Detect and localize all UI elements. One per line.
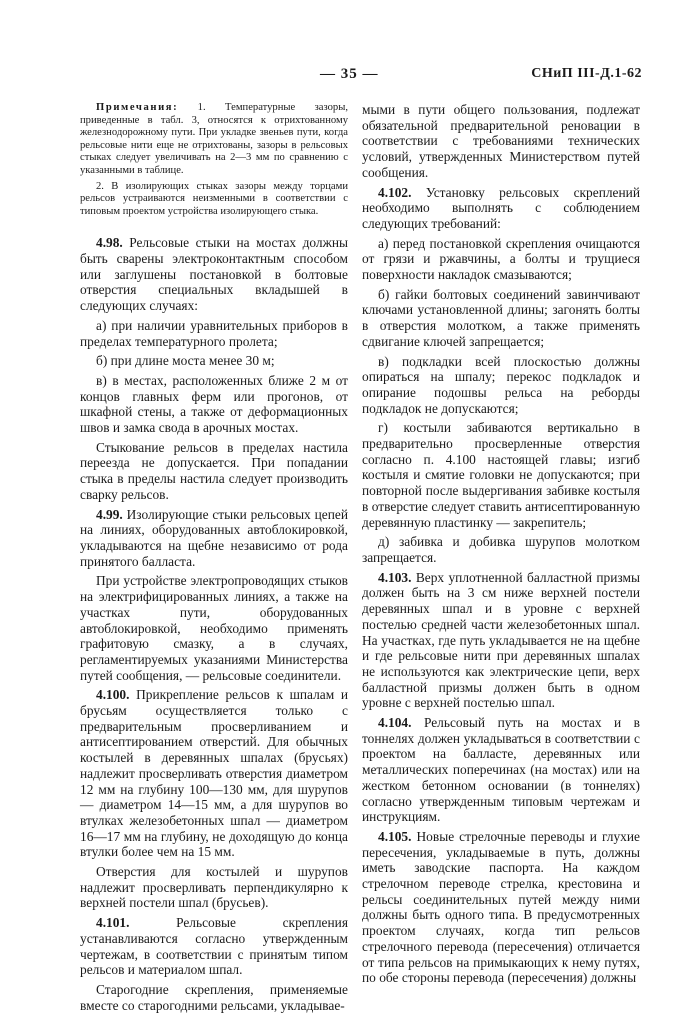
paragraph-text: мыми в пути общего пользования, подлежат обязательной предварительной реновации в соответствии с требованиями технических условий, утвержденных Министерством путей сообщения. — [362, 102, 640, 180]
section-paragraph — [80, 235, 348, 314]
list-item — [362, 354, 640, 417]
paragraph-text: б) при длине моста менее 30 м; — [96, 353, 275, 369]
table-note — [80, 102, 348, 178]
paragraph-text: Изолирующие стыки рельсовых цепей на линиях, оборудованных автоблокировкой, укладываются на щебне независимо от рода принятого балласта. — [80, 506, 348, 569]
section-paragraph — [362, 829, 640, 986]
section-number: 4.100. — [96, 687, 130, 703]
note-label: Примечания: — [96, 102, 179, 113]
paragraph-text: Рельсовые стыки на мостах должны быть сварены электроконтактным способом или заглушены постановкой в болтовые отверстия специальных вкладышей в следующих случаях: — [80, 235, 348, 314]
paragraph-text: б) гайки болтовых соединений завинчивают ключами установленной длины; загонять болты в отверстия молотком, а также применять сдвигание ключей запрещается; — [362, 286, 640, 349]
page-header — [0, 66, 700, 88]
paragraph-text: Верх уплотненной балластной призмы должен быть на 3 см ниже верхней постели деревянных шпал и в уровне с верхней постелью средней части железобетонных шпал. На участках, где путь укладывается не на щебне и где рельсовые нити при деревянных шпалах не используются как электрические цепи, верх балластной призмы должен быть в одном уровне с верхней постелью шпал. — [362, 569, 640, 711]
list-item — [362, 287, 640, 350]
paragraph-text: а) перед постановкой скрепления очищаются от грязи и ржавчины, а болты и трущиеся поверхности накладок смазываются; — [362, 235, 640, 283]
section-paragraph — [80, 687, 348, 860]
paragraph-text: Старогодние скрепления, применяемые вместе со старогодними рельсами, укладывае- — [80, 981, 348, 1013]
list-item — [362, 420, 640, 530]
section-number: 4.105. — [378, 828, 412, 844]
section-paragraph — [80, 507, 348, 570]
section-number: 4.103. — [378, 569, 412, 585]
section-paragraph — [362, 570, 640, 711]
right-column — [362, 102, 640, 990]
paragraph-text: Новые стрелочные переводы и глухие пересечения, укладываемые в путь, должны иметь заводские паспорта. На каждом стрелочном переводе стрелка, крестовина и рельсы соединительных путей между ними должны быть одного типа. В предусмотренных проектом случаях, когда тип рельсов стрелочного перевода (пересечения) отличается от типа рельсов на примыкающих к нему путях, по обе стороны перевода (пересечения) должны — [362, 828, 640, 986]
section-number: 4.104. — [378, 715, 412, 731]
paragraph-text: Стыкование рельсов в пределах настила переезда не допускается. При попадании стыка в пределы настила следует производить сварку рельсов. — [80, 439, 348, 502]
paragraph-text: Рельсовый путь на мостах и в тоннелях должен укладываться в соответствии с проектом на балласте, деревянных или металлических поперечинах (на мостах) или на жестком бетонном основании (в тоннелях) согласно утвержденным типовым чертежам и инструкциям. — [362, 715, 640, 825]
paragraph-text: г) костыли забиваются вертикально в предварительно просверленные отверстия согласно п. 4.100 настоящей главы; изгиб костыля и смятие головки не допускаются; при повторной после выдергивания забивке костыля в отверстие следует ставить антисептированную деревянную пластинку — закрепитель; — [362, 420, 640, 530]
paragraph — [80, 864, 348, 911]
list-item — [80, 373, 348, 436]
section-paragraph — [362, 185, 640, 232]
paragraph — [80, 982, 348, 1013]
paragraph-text: в) подкладки всей плоскостью должны опираться на шпалу; перекос подкладок и опирание подошвы рельса на реборды подкладок не допускаются; — [362, 353, 640, 416]
section-number: 4.102. — [378, 184, 412, 200]
paragraph-text: 2. В изолирующих стыках зазоры между торцами рельсов устраиваются неизменными в соответствии с типовым проектом устройства изолирующего стыка. — [80, 180, 348, 217]
list-item — [362, 236, 640, 283]
section-paragraph — [362, 715, 640, 825]
list-item — [80, 318, 348, 349]
left-column — [80, 102, 348, 1017]
list-item — [80, 353, 348, 369]
paragraph-text: При устройстве электропроводящих стыков на электрифицированных линиях, а также на участках пути, оборудованных автоблокировкой, необходимо применять графитовую смазку, а в случаях, регламентируемых указаниями Министерства путей сообщения, — рельсовые соединители. — [80, 573, 348, 683]
section-number: 4.99. — [96, 506, 123, 522]
paragraph-continuation — [362, 102, 640, 181]
section-paragraph — [80, 915, 348, 978]
paragraph — [80, 440, 348, 503]
spacer — [80, 221, 348, 235]
paragraph — [80, 573, 348, 683]
page-number: — 35 — — [320, 66, 379, 82]
paragraph-text: в) в местах, расположенных ближе 2 м от концов главных ферм или прогонов, от шкафной стены, а также от деформационных швов и замка свода в арочных мостах. — [80, 372, 348, 436]
section-number: 4.98. — [96, 235, 123, 251]
paragraph-text: Рельсовые скрепления устанавливаются согласно утвержденным чертежам, в соответствии с принятым типом рельсов и материалом шпал. — [80, 915, 348, 978]
section-number: 4.101. — [96, 915, 130, 931]
paragraph-text: Отверстия для костылей и шурупов надлежит просверливать перпендикулярно к верхней постели шпал (брусьев). — [80, 864, 348, 911]
paragraph-text: д) забивка и добивка шурупов молотком запрещается. — [362, 534, 640, 565]
table-note — [80, 181, 348, 219]
paragraph-text: а) при наличии уравнительных приборов в пределах температурного пролета; — [80, 317, 348, 349]
document-code: СНиП III-Д.1-62 — [531, 66, 642, 81]
paragraph-text: Установку рельсовых скреплений необходимо выполнять с соблюдением следующих требований: — [362, 184, 640, 231]
list-item — [362, 534, 640, 565]
paragraph-text: Прикрепление рельсов к шпалам и брусьям осуществляется только с предварительным просверливанием и антисептированием отверстий. Для обычных костылей в деревянных шпалах (брусьях) надлежит просверливать отверстия диаметром 12 мм на глубину 100—130 мм, для шурупов — диаметром 14—15 мм, а для шурупов во втулках железобетонных шпал — диаметром 16—17 мм на глубину, не доходящую до конца втулки более чем на 15 мм. — [80, 687, 348, 860]
paragraph-text: 1. Температурные зазоры, приведенные в табл. 3, относятся к отрихтованному железнодорожному пути. При укладке звеньев пути, когда рельсовые нити еще не отрихтованы, зазоры в рельсовых стыках следует увеличивать на 2—3 мм по сравнению с указанными в таблице. — [80, 102, 348, 176]
